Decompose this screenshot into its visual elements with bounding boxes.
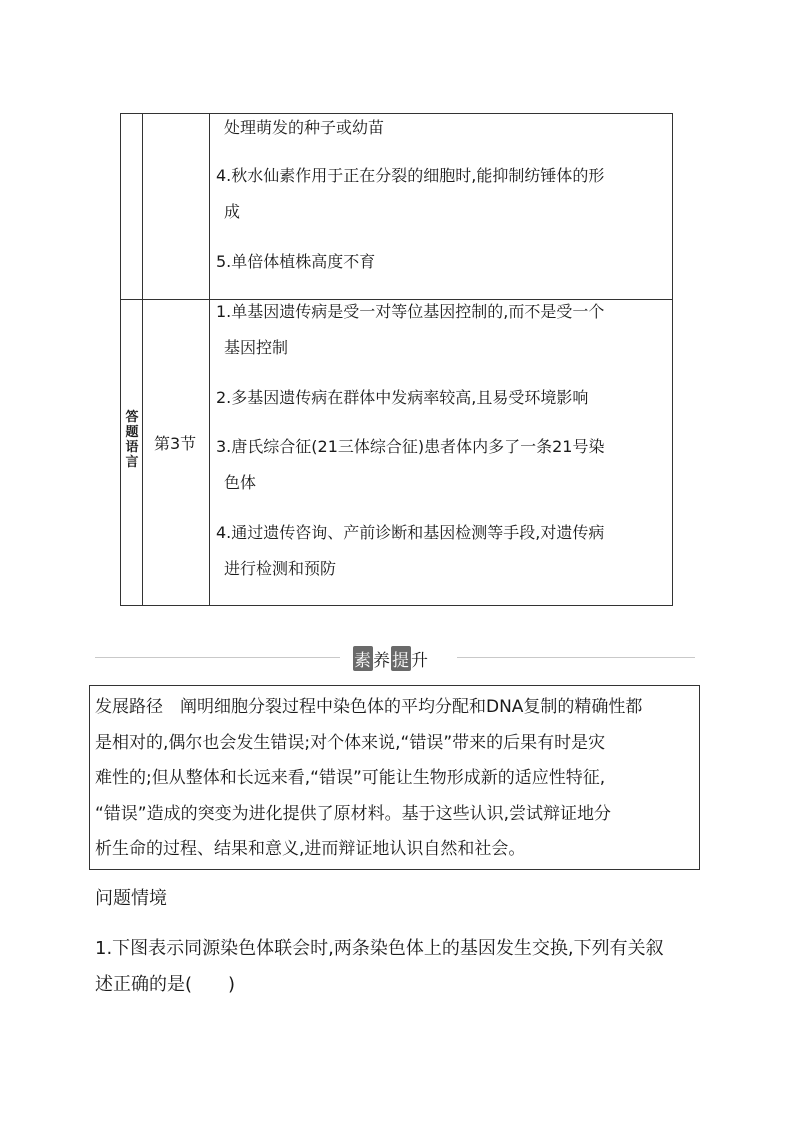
table-row1-line: 处理萌发的种子或幼苗 xyxy=(224,118,385,137)
table-row1-line: 5.单倍体植株高度不育 xyxy=(216,252,376,271)
question-line: 述正确的是( ) xyxy=(95,974,236,995)
development-line: “错误”造成的突变为进化提供了原材料。基于这些认识,尝试辩证地分 xyxy=(95,803,612,824)
category-label-answer-language xyxy=(122,410,142,470)
table-row2-line: 4.通过遗传咨询、产前诊断和基因检测等手段,对遗传病 xyxy=(216,523,605,542)
banner-rule-right xyxy=(457,657,695,658)
table-column-divider xyxy=(209,114,210,605)
development-line: 难性的;但从整体和长远来看,“错误”可能让生物形成新的适应性特征, xyxy=(95,768,606,788)
banner-char-highlight: 提 xyxy=(391,646,411,671)
table-row2-line: 2.多基因遗传病在群体中发病率较高,且易受环境影响 xyxy=(216,388,589,407)
table-row2-line: 3.唐氏综合征(21三体综合征)患者体内多了一条21号染 xyxy=(216,437,605,456)
table-row2-line: 1.单基因遗传病是受一对等位基因控制的,而不是受一个 xyxy=(216,302,605,321)
section-banner xyxy=(95,646,695,670)
banner-title xyxy=(353,646,429,671)
table-row2-line: 进行检测和预防 xyxy=(224,559,337,578)
banner-char: 升 xyxy=(411,651,429,671)
banner-char-highlight: 素 xyxy=(353,646,373,671)
section-label: 第3节 xyxy=(154,434,197,453)
table-row1-line: 4.秋水仙素作用于正在分裂的细胞时,能抑制纺锤体的形 xyxy=(216,166,605,185)
question-line: 1.下图表示同源染色体联会时,两条染色体上的基因发生交换,下列有关叙 xyxy=(95,938,664,959)
table-column-divider xyxy=(142,114,143,605)
category-char: 题 xyxy=(125,425,139,440)
table-row1-line: 成 xyxy=(224,202,241,221)
table-row-divider xyxy=(121,299,672,300)
development-line: 发展路径 阐明细胞分裂过程中染色体的平均分配和DNA复制的精确性都 xyxy=(95,697,643,717)
development-line: 析生命的过程、结果和意义,进而辩证地认识自然和社会。 xyxy=(95,839,526,859)
summary-table xyxy=(120,113,673,606)
category-char: 语 xyxy=(125,440,139,455)
table-row2-line: 基因控制 xyxy=(224,338,289,357)
development-path-box xyxy=(89,685,700,870)
table-row2-line: 色体 xyxy=(224,473,257,492)
banner-rule-left xyxy=(95,657,340,658)
category-char: 答 xyxy=(125,410,139,425)
category-char: 言 xyxy=(125,455,139,470)
banner-char: 养 xyxy=(373,651,391,671)
problem-heading: 问题情境 xyxy=(95,888,167,909)
development-line: 是相对的,偶尔也会发生错误;对个体来说,“错误”带来的后果有时是灾 xyxy=(95,732,606,753)
